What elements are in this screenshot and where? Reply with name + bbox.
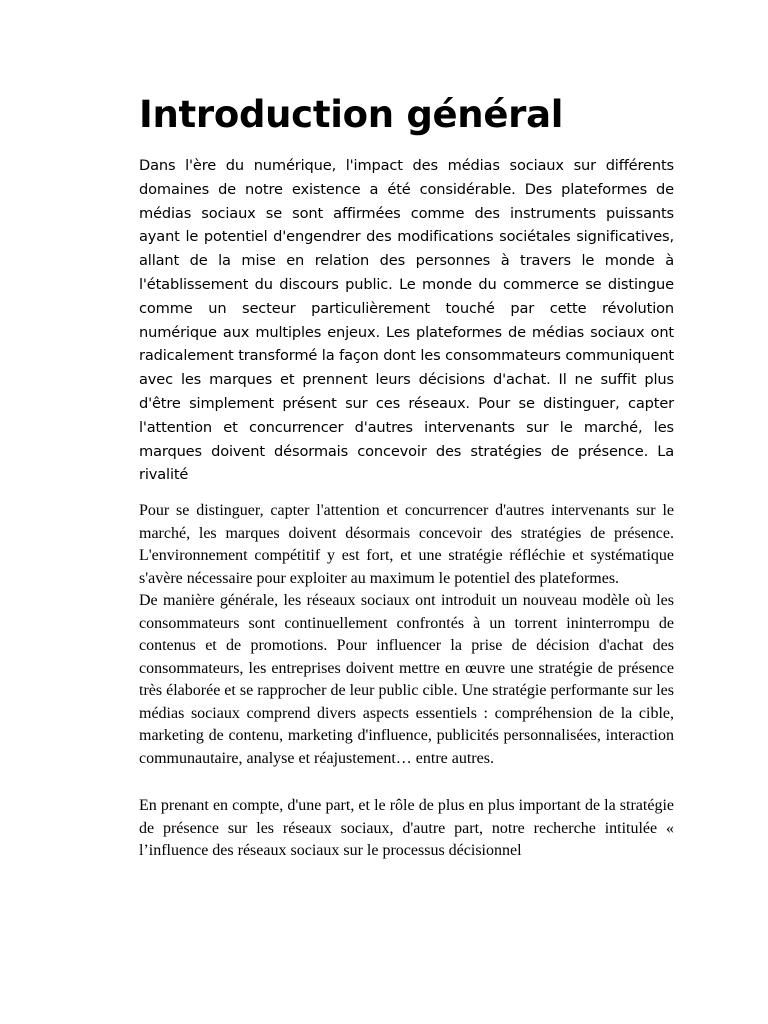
paragraph-general-model: De manière générale, les réseaux sociaux ont introduit un nouveau modèle où les consommateurs sont continuellement confrontés à un torrent ininterrompu de contenus et de promotions. Pour influencer la prise de décision d'achat des consommateurs, les entreprises doivent mettre en œuvre une stratégie de présence très élaborée et se rapprocher de leur public cible. Une stratégie performante sur les médias sociaux comprend divers aspects essentiels : compréhension de la cible, marketing de contenu, marketing d'influence, publicités personnalisées, interaction communautaire, analyse et réajustement… entre autres. (139, 592, 674, 767)
paragraph-spacer (139, 770, 674, 795)
document-body (139, 90, 674, 863)
intro-paragraph: Dans l'ère du numérique, l'impact des médias sociaux sur différents domaines de notre existence a été considérable. Des plateformes de médias sociaux se sont affirmées comme des instruments puissants ayant le potentiel d'engendrer des modifications sociétales significatives, allant de la mise en relation des personnes à travers le monde à l'établissement du discours public. Le monde du commerce se distingue comme un secteur particulièrement touché par cette révolution numérique aux multiples enjeux. Les plateformes de médias sociaux ont radicalement transformé la façon dont les consommateurs communiquent avec les marques et prennent leurs décisions d'achat. Il ne suffit plus d'être simplement présent sur ces réseaux. Pour se distinguer, capter l'attention et concurrencer d'autres intervenants sur le marché, les marques doivent désormais concevoir des stratégies de présence. La rivalité (139, 157, 674, 484)
document-title: Introduction général (139, 93, 564, 136)
paragraph-research-title: En prenant en compte, d'une part, et le rôle de plus en plus important de la stratégie de présence sur les réseaux sociaux, d'autre part, notre recherche intitulée « l’influence des réseaux sociaux sur le processus décisionnel (139, 797, 674, 860)
paragraph-distinction: Pour se distinguer, capter l'attention et concurrencer d'autres intervenants sur le marché, les marques doivent désormais concevoir des stratégies de présence. L'environnement compétitif y est fort, et une stratégie réfléchie et systématique s'avère nécessaire pour exploiter au maximum le potentiel des plateformes. (139, 502, 674, 587)
